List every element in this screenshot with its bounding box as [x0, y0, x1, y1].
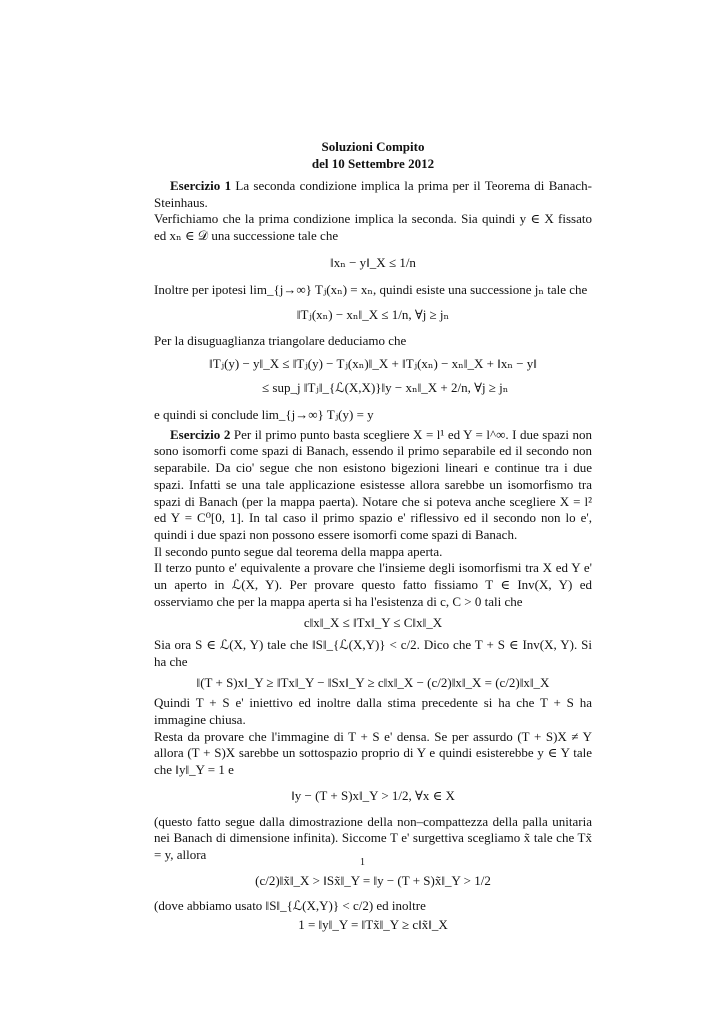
- equation-6: ‖y − (T + S)x‖_Y > 1/2, ∀x ∈ X: [291, 787, 455, 803]
- equation-3b: ≤ sup_j ‖Tⱼ‖_{ℒ(X,X)}‖y − xₙ‖_X + 2/n, ∀j ≥ jₙ: [262, 380, 509, 396]
- exercise-1-conclusion: e quindi si conclude lim_{j→∞} Tⱼ(y) = y: [154, 407, 374, 423]
- equation-3a: ‖Tⱼ(y) − y‖_X ≤ ‖Tⱼ(y) − Tⱼ(xₙ)‖_X + ‖Tⱼ(xₙ) − xₙ‖_X + ‖xₙ − y‖: [209, 355, 537, 371]
- exercise-2-paragraph-1: [154, 427, 592, 544]
- document-body: [154, 139, 592, 937]
- exercise-1-inoltre: Inoltre per ipotesi lim_{j→∞} Tⱼ(xₙ) = xₙ, quindi esiste una successione jₙ tale che: [154, 281, 588, 297]
- equation-1: ‖xₙ − y‖_X ≤ 1/n: [330, 254, 416, 270]
- equation-5: ‖(T + S)x‖_Y ≥ ‖Tx‖_Y − ‖Sx‖_Y ≥ c‖x‖_X − (c/2)‖x‖_X = (c/2)‖x‖_X: [196, 674, 550, 690]
- exercise-2-paragraph-8: (dove abbiamo usato ‖S‖_{ℒ(X,Y)} < c/2) ed inoltre: [154, 898, 426, 914]
- exercise-1-intro-text: La seconda condizione implica la prima per il Teorema di Banach-Steinhaus.: [154, 178, 593, 210]
- exercise-2-paragraph-2: Il secondo punto segue dal teorema della mappa aperta.: [154, 543, 443, 559]
- equation-8: 1 = ‖y‖_Y = ‖Tx̃‖_Y ≥ c‖x̃‖_X: [298, 917, 448, 933]
- exercise-2-paragraph-3: Il terzo punto e' equivalente a provare che l'insieme degli isomorfismi tra X ed Y e' un aperto in ℒ(X, Y). Per provare questo fatto fissiamo T ∈ Inv(X, Y) ed osserviamo che per la mappa aperta si ha l'esistenza di c, C > 0 tali che: [154, 560, 592, 609]
- equation-7: (c/2)‖x̃‖_X > ‖Sx̃‖_Y = ‖y − (T + S)x̃‖_Y > 1/2: [255, 872, 491, 888]
- exercise-2-paragraph-7: (questo fatto segue dalla dimostrazione della non–compattezza della palla unitaria nei Banach di dimensione infinita). Siccome T e' surgettiva scegliamo x̃ tale che Tx̃ = y, allora: [154, 813, 592, 862]
- exercise-2-paragraph-4: Sia ora S ∈ ℒ(X, Y) tale che ‖S‖_{ℒ(X,Y)} < c/2. Dico che T + S ∈ Inv(X, Y). Si ha che: [154, 637, 592, 669]
- exercise-1-intro: [154, 178, 592, 211]
- equation-2: ‖Tⱼ(xₙ) − xₙ‖_X ≤ 1/n, ∀j ≥ jₙ: [296, 307, 450, 323]
- exercise-2-paragraph-5: Quindi T + S e' iniettivo ed inoltre dalla stima precedente si ha che T + S ha immagine chiusa.: [154, 695, 592, 727]
- equation-4: c‖x‖_X ≤ ‖Tx‖_Y ≤ C‖x‖_X: [303, 615, 443, 631]
- exercise-2-paragraph-6: Resta da provare che l'immagine di T + S e' densa. Se per assurdo (T + S)X ≠ Y allora (T + S)X sarebbe un sottospazio proprio di Y e quindi esisterebbe y ∈ Y tale che ‖y‖_Y = 1 e: [154, 728, 592, 778]
- page-number: 1: [360, 857, 365, 868]
- exercise-1-disuguaglianza: Per la disuguaglianza triangolare deduciamo che: [154, 332, 407, 348]
- exercise-1-verify: Verfichiamo che la prima condizione implica la seconda. Sia quindi y ∈ X fissato ed xₙ ∈ 𝒟 una successione tale che: [154, 211, 592, 244]
- exercise-1-label: Esercizio 1: [170, 178, 232, 193]
- document-title-line2: del 10 Settembre 2012: [311, 155, 435, 171]
- exercise-2-label: Esercizio 2: [170, 426, 231, 442]
- exercise-2-paragraph-1-text: Per il primo punto basta scegliere X = l¹ ed Y = l^∞. I due spazi non sono isomorfi come spazi di Banach, essendo il primo separabile ed il secondo non separabile. Da cio' segue che non esistono bigezioni lineari e continue tra i due spazi. Infatti se una tale applicazione esistesse allora sarebbe un isomorfismo tra spazi di Banach (per la mappa paerta). Notare che si poteva anche scegliere X = l² ed Y = C⁰[0, 1]. In tal caso il primo spazio e' riflessivo ed il secondo non lo e', quindi i due spazi non possono essere isomorfi come spazi di Banach.: [154, 426, 592, 542]
- document-title-line1: Soluzioni Compito: [321, 139, 425, 154]
